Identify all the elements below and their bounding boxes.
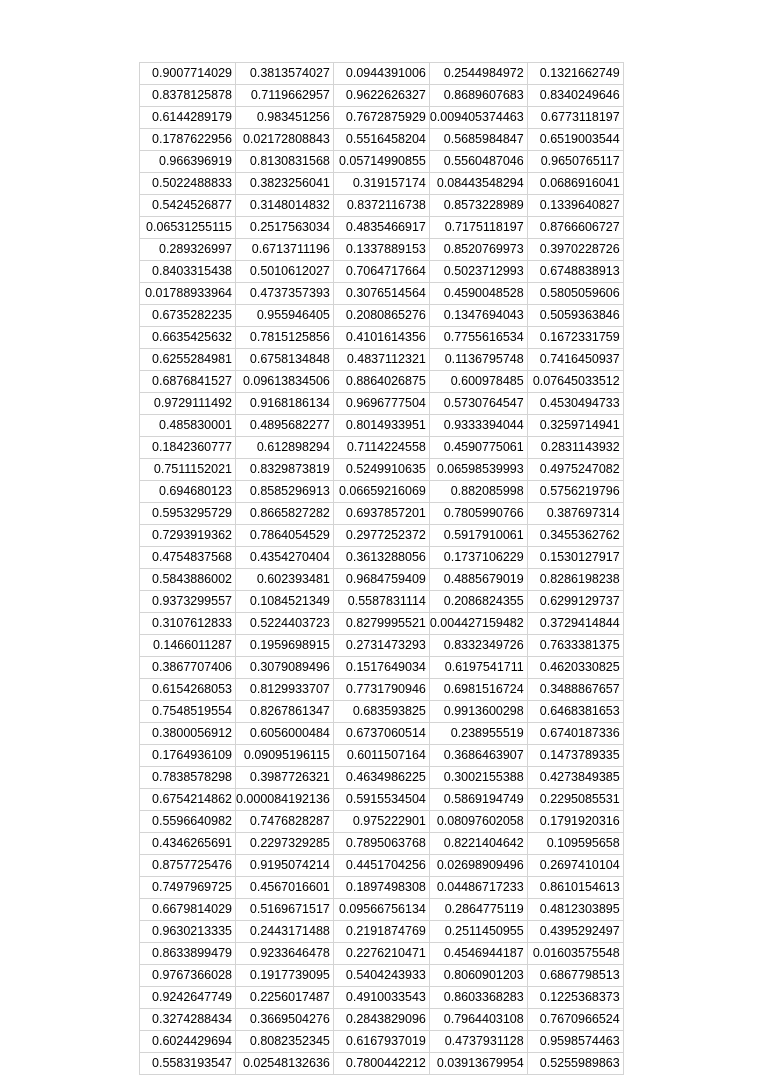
table-cell[interactable]: 0.3002155388 (429, 767, 527, 789)
data-table-body (140, 63, 624, 1075)
table-cell[interactable]: 0.966396919 (140, 151, 236, 173)
table-cell[interactable]: 0.8221404642 (429, 833, 527, 855)
table-cell[interactable]: 0.7293919362 (140, 525, 236, 547)
table-row (140, 261, 624, 283)
table-cell[interactable]: 0.8060901203 (429, 965, 527, 987)
table-cell[interactable]: 0.1136795748 (429, 349, 527, 371)
table-cell[interactable]: 0.7805990766 (429, 503, 527, 525)
table-cell[interactable]: 0.09095196115 (236, 745, 334, 767)
table-cell[interactable]: 0.5917910061 (429, 525, 527, 547)
table-cell[interactable]: 0.3107612833 (140, 613, 236, 635)
table-cell[interactable]: 0.8378125878 (140, 85, 236, 107)
table-row (140, 349, 624, 371)
table-row (140, 965, 624, 987)
table-cell[interactable]: 0.1337889153 (333, 239, 429, 261)
table-cell[interactable]: 0.6754214862 (140, 789, 236, 811)
table-cell[interactable]: 0.01603575548 (527, 943, 623, 965)
table-cell[interactable]: 0.8267861347 (236, 701, 334, 723)
table-cell[interactable]: 0.4885679019 (429, 569, 527, 591)
table-cell[interactable]: 0.4354270404 (236, 547, 334, 569)
table-row (140, 63, 624, 85)
table-cell[interactable]: 0.4590048528 (429, 283, 527, 305)
table-row (140, 217, 624, 239)
table-cell[interactable]: 0.1897498308 (333, 877, 429, 899)
table-cell[interactable]: 0.7119662957 (236, 85, 334, 107)
table-cell[interactable]: 0.6154268053 (140, 679, 236, 701)
table-row (140, 613, 624, 635)
table-cell[interactable]: 0.5224403723 (236, 613, 334, 635)
table-cell[interactable]: 0.5560487046 (429, 151, 527, 173)
table-cell[interactable]: 0.4590775061 (429, 437, 527, 459)
table-cell[interactable]: 0.9696777504 (333, 393, 429, 415)
table-cell[interactable]: 0.2831143932 (527, 437, 623, 459)
table-cell[interactable]: 0.6876841527 (140, 371, 236, 393)
table-cell[interactable]: 0.3686463907 (429, 745, 527, 767)
table-cell[interactable]: 0.7175118197 (429, 217, 527, 239)
table-cell[interactable]: 0.5685984847 (429, 129, 527, 151)
table-row (140, 811, 624, 833)
table-cell[interactable]: 0.5010612027 (236, 261, 334, 283)
table-cell[interactable]: 0.3259714941 (527, 415, 623, 437)
table-cell[interactable]: 0.6056000484 (236, 723, 334, 745)
table-cell[interactable]: 0.3729414844 (527, 613, 623, 635)
table-row (140, 305, 624, 327)
table-row (140, 85, 624, 107)
table-cell[interactable]: 0.5169671517 (236, 899, 334, 921)
table-cell[interactable]: 0.8689607683 (429, 85, 527, 107)
table-cell[interactable]: 0.5424526877 (140, 195, 236, 217)
table-row (140, 151, 624, 173)
table-cell[interactable]: 0.5915534504 (333, 789, 429, 811)
table-cell[interactable]: 0.2517563034 (236, 217, 334, 239)
table-cell[interactable]: 0.5953295729 (140, 503, 236, 525)
table-cell[interactable]: 0.8329873819 (236, 459, 334, 481)
table-row (140, 239, 624, 261)
table-row (140, 503, 624, 525)
table-row (140, 459, 624, 481)
table-cell[interactable]: 0.9767366028 (140, 965, 236, 987)
table-cell[interactable]: 0.8603368283 (429, 987, 527, 1009)
table-row (140, 943, 624, 965)
table-cell[interactable]: 0.7511152021 (140, 459, 236, 481)
table-cell[interactable]: 0.4451704256 (333, 855, 429, 877)
table-cell[interactable]: 0.1339640827 (527, 195, 623, 217)
table-cell[interactable]: 0.5022488833 (140, 173, 236, 195)
table-cell[interactable]: 0.0686916041 (527, 173, 623, 195)
table-cell[interactable]: 0.6144289179 (140, 107, 236, 129)
table-cell[interactable]: 0.5583193547 (140, 1053, 236, 1075)
table-cell[interactable]: 0.4346265691 (140, 833, 236, 855)
table-row (140, 921, 624, 943)
table-cell[interactable]: 0.8610154613 (527, 877, 623, 899)
table-cell[interactable]: 0.7064717664 (333, 261, 429, 283)
table-cell[interactable]: 0.4737357393 (236, 283, 334, 305)
table-cell[interactable]: 0.6937857201 (333, 503, 429, 525)
table-row (140, 393, 624, 415)
table-row (140, 569, 624, 591)
table-cell[interactable]: 0.1787622956 (140, 129, 236, 151)
table-cell[interactable]: 0.4910033543 (333, 987, 429, 1009)
table-cell[interactable]: 0.6167937019 (333, 1031, 429, 1053)
table-cell[interactable]: 0.5805059606 (527, 283, 623, 305)
table-cell[interactable]: 0.8520769973 (429, 239, 527, 261)
table-cell[interactable]: 0.5249910635 (333, 459, 429, 481)
table-cell[interactable]: 0.9373299557 (140, 591, 236, 613)
table-cell[interactable]: 0.1842360777 (140, 437, 236, 459)
table-cell[interactable]: 0.1466011287 (140, 635, 236, 657)
table-cell[interactable]: 0.7864054529 (236, 525, 334, 547)
table-cell[interactable]: 0.983451256 (236, 107, 334, 129)
table-cell[interactable]: 0.6255284981 (140, 349, 236, 371)
table-row (140, 855, 624, 877)
table-cell[interactable]: 0.7800442212 (333, 1053, 429, 1075)
table-cell[interactable]: 0.6679814029 (140, 899, 236, 921)
table-cell[interactable]: 0.1791920316 (527, 811, 623, 833)
table-cell[interactable]: 0.6635425632 (140, 327, 236, 349)
table-cell[interactable]: 0.387697314 (527, 503, 623, 525)
table-cell[interactable]: 0.2511450955 (429, 921, 527, 943)
table-cell[interactable]: 0.8130831568 (236, 151, 334, 173)
table-cell[interactable]: 0.7497969725 (140, 877, 236, 899)
table-cell[interactable]: 0.7476828287 (236, 811, 334, 833)
table-cell[interactable]: 0.2977252372 (333, 525, 429, 547)
table-cell[interactable]: 0.4754837568 (140, 547, 236, 569)
table-cell[interactable]: 0.3813574027 (236, 63, 334, 85)
table-cell[interactable]: 0.8757725476 (140, 855, 236, 877)
table-cell[interactable]: 0.3488867657 (527, 679, 623, 701)
table-cell[interactable]: 0.4975247082 (527, 459, 623, 481)
table-cell[interactable]: 0.9195074214 (236, 855, 334, 877)
table-cell[interactable]: 0.8766606727 (527, 217, 623, 239)
table-row (140, 877, 624, 899)
table-row (140, 987, 624, 1009)
table-cell[interactable]: 0.004427159482 (429, 613, 527, 635)
table-cell[interactable]: 0.02172808843 (236, 129, 334, 151)
table-cell[interactable]: 0.6468381653 (527, 701, 623, 723)
table-cell[interactable]: 0.6713711196 (236, 239, 334, 261)
table-row (140, 635, 624, 657)
table-row (140, 437, 624, 459)
table-cell[interactable]: 0.7633381375 (527, 635, 623, 657)
table-cell[interactable]: 0.1473789335 (527, 745, 623, 767)
table-cell[interactable]: 0.7548519554 (140, 701, 236, 723)
table-cell[interactable]: 0.4835466917 (333, 217, 429, 239)
table-cell[interactable]: 0.6011507164 (333, 745, 429, 767)
table-cell[interactable]: 0.2697410104 (527, 855, 623, 877)
table-cell[interactable]: 0.955946405 (236, 305, 334, 327)
table-row (140, 789, 624, 811)
table-cell[interactable]: 0.3455362762 (527, 525, 623, 547)
table-cell[interactable]: 0.8864026875 (333, 371, 429, 393)
table-cell[interactable]: 0.2544984972 (429, 63, 527, 85)
table-cell[interactable]: 0.8082352345 (236, 1031, 334, 1053)
table-cell[interactable]: 0.8340249646 (527, 85, 623, 107)
table-cell[interactable]: 0.1321662749 (527, 63, 623, 85)
table-cell[interactable]: 0.6519003544 (527, 129, 623, 151)
table-row (140, 1053, 624, 1075)
table-cell[interactable]: 0.03913679954 (429, 1053, 527, 1075)
table-cell[interactable]: 0.009405374463 (429, 107, 527, 129)
table-cell[interactable]: 0.04486717233 (429, 877, 527, 899)
table-cell[interactable]: 0.6981516724 (429, 679, 527, 701)
table-cell[interactable]: 0.975222901 (333, 811, 429, 833)
table-cell[interactable]: 0.6735282235 (140, 305, 236, 327)
table-cell[interactable]: 0.2080865276 (333, 305, 429, 327)
table-cell[interactable]: 0.05714990855 (333, 151, 429, 173)
table-cell[interactable]: 0.3148014832 (236, 195, 334, 217)
table-cell[interactable]: 0.5843886002 (140, 569, 236, 591)
table-cell[interactable]: 0.2297329285 (236, 833, 334, 855)
table-cell[interactable]: 0.8332349726 (429, 635, 527, 657)
table-cell[interactable]: 0.8372116738 (333, 195, 429, 217)
table-cell[interactable]: 0.2276210471 (333, 943, 429, 965)
table-cell[interactable]: 0.9622626327 (333, 85, 429, 107)
table-cell[interactable]: 0.612898294 (236, 437, 334, 459)
table-cell[interactable]: 0.3970228726 (527, 239, 623, 261)
table-cell[interactable]: 0.09566756134 (333, 899, 429, 921)
table-cell[interactable]: 0.5023712993 (429, 261, 527, 283)
table-cell[interactable]: 0.4273849385 (527, 767, 623, 789)
table-cell[interactable]: 0.0944391006 (333, 63, 429, 85)
table-cell[interactable]: 0.4546944187 (429, 943, 527, 965)
table-cell[interactable]: 0.8633899479 (140, 943, 236, 965)
table-cell[interactable]: 0.06598539993 (429, 459, 527, 481)
data-table (139, 62, 624, 1075)
table-cell[interactable]: 0.9729111492 (140, 393, 236, 415)
table-cell[interactable]: 0.8585296913 (236, 481, 334, 503)
table-row (140, 833, 624, 855)
table-cell[interactable]: 0.6773118197 (527, 107, 623, 129)
table-cell[interactable]: 0.9233646478 (236, 943, 334, 965)
table-cell[interactable]: 0.2731473293 (333, 635, 429, 657)
table-cell[interactable]: 0.6740187336 (527, 723, 623, 745)
table-cell[interactable]: 0.319157174 (333, 173, 429, 195)
table-cell[interactable]: 0.5869194749 (429, 789, 527, 811)
table-cell[interactable]: 0.1530127917 (527, 547, 623, 569)
table-cell[interactable]: 0.9630213335 (140, 921, 236, 943)
table-cell[interactable]: 0.1084521349 (236, 591, 334, 613)
table-cell[interactable]: 0.09613834506 (236, 371, 334, 393)
table-cell[interactable]: 0.7731790946 (333, 679, 429, 701)
table-cell[interactable]: 0.8665827282 (236, 503, 334, 525)
table-cell[interactable]: 0.6748838913 (527, 261, 623, 283)
table-cell[interactable]: 0.109595658 (527, 833, 623, 855)
table-cell[interactable]: 0.06531255115 (140, 217, 236, 239)
table-row (140, 107, 624, 129)
table-cell[interactable]: 0.3823256041 (236, 173, 334, 195)
table-cell[interactable]: 0.602393481 (236, 569, 334, 591)
table-row (140, 1031, 624, 1053)
table-row (140, 327, 624, 349)
table-cell[interactable]: 0.8573228989 (429, 195, 527, 217)
table-cell[interactable]: 0.2443171488 (236, 921, 334, 943)
table-row (140, 767, 624, 789)
table-cell[interactable]: 0.4395292497 (527, 921, 623, 943)
table-row (140, 481, 624, 503)
table-cell[interactable]: 0.3079089496 (236, 657, 334, 679)
table-cell[interactable]: 0.06659216069 (333, 481, 429, 503)
table-cell[interactable]: 0.485830001 (140, 415, 236, 437)
table-cell[interactable]: 0.600978485 (429, 371, 527, 393)
table-cell[interactable]: 0.3613288056 (333, 547, 429, 569)
table-cell[interactable]: 0.02548132636 (236, 1053, 334, 1075)
table-cell[interactable]: 0.8129933707 (236, 679, 334, 701)
table-cell[interactable]: 0.7895063768 (333, 833, 429, 855)
table-cell[interactable]: 0.7672875929 (333, 107, 429, 129)
table-cell[interactable]: 0.9650765117 (527, 151, 623, 173)
table-cell[interactable]: 0.7815125856 (236, 327, 334, 349)
table-cell[interactable]: 0.01788933964 (140, 283, 236, 305)
table-cell[interactable]: 0.4837112321 (333, 349, 429, 371)
table-cell[interactable]: 0.2295085531 (527, 789, 623, 811)
table-cell[interactable]: 0.683593825 (333, 701, 429, 723)
table-cell[interactable]: 0.8403315438 (140, 261, 236, 283)
table-cell[interactable]: 0.1917739095 (236, 965, 334, 987)
table-cell[interactable]: 0.8279995521 (333, 613, 429, 635)
table-cell[interactable]: 0.07645033512 (527, 371, 623, 393)
table-cell[interactable]: 0.6867798513 (527, 965, 623, 987)
table-cell[interactable]: 0.2256017487 (236, 987, 334, 1009)
table-row (140, 415, 624, 437)
table-cell[interactable]: 0.9007714029 (140, 63, 236, 85)
table-cell[interactable]: 0.6758134848 (236, 349, 334, 371)
table-cell[interactable]: 0.5404243933 (333, 965, 429, 987)
table-cell[interactable]: 0.694680123 (140, 481, 236, 503)
table-cell[interactable]: 0.3987726321 (236, 767, 334, 789)
table-cell[interactable]: 0.8286198238 (527, 569, 623, 591)
table-cell[interactable]: 0.3800056912 (140, 723, 236, 745)
table-cell[interactable]: 0.4737931128 (429, 1031, 527, 1053)
table-cell[interactable]: 0.3867707406 (140, 657, 236, 679)
table-cell[interactable]: 0.7964403108 (429, 1009, 527, 1031)
table-cell[interactable]: 0.000084192136 (236, 789, 334, 811)
table-cell[interactable]: 0.289326997 (140, 239, 236, 261)
table-cell[interactable]: 0.7416450937 (527, 349, 623, 371)
table-cell[interactable]: 0.5255989863 (527, 1053, 623, 1075)
table-cell[interactable]: 0.7670966524 (527, 1009, 623, 1031)
table-row (140, 745, 624, 767)
table-cell[interactable]: 0.3669504276 (236, 1009, 334, 1031)
table-cell[interactable]: 0.7755616534 (429, 327, 527, 349)
table-cell[interactable]: 0.5756219796 (527, 481, 623, 503)
table-cell[interactable]: 0.2086824355 (429, 591, 527, 613)
table-row (140, 591, 624, 613)
table-row (140, 1009, 624, 1031)
table-cell[interactable]: 0.08443548294 (429, 173, 527, 195)
table-cell[interactable]: 0.5516458204 (333, 129, 429, 151)
table-row (140, 701, 624, 723)
table-cell[interactable]: 0.8014933951 (333, 415, 429, 437)
table-cell[interactable]: 0.1347694043 (429, 305, 527, 327)
table-cell[interactable]: 0.2191874769 (333, 921, 429, 943)
table-cell[interactable]: 0.1517649034 (333, 657, 429, 679)
table-row (140, 679, 624, 701)
table-cell[interactable]: 0.1737106229 (429, 547, 527, 569)
table-cell[interactable]: 0.4812303895 (527, 899, 623, 921)
table-cell[interactable]: 0.5059363846 (527, 305, 623, 327)
table-cell[interactable]: 0.3076514564 (333, 283, 429, 305)
table-row (140, 723, 624, 745)
table-cell[interactable]: 0.5596640982 (140, 811, 236, 833)
table-row (140, 657, 624, 679)
table-cell[interactable]: 0.1764936109 (140, 745, 236, 767)
table-cell[interactable]: 0.4567016601 (236, 877, 334, 899)
table-cell[interactable]: 0.1672331759 (527, 327, 623, 349)
table-cell[interactable]: 0.4101614356 (333, 327, 429, 349)
table-cell[interactable]: 0.882085998 (429, 481, 527, 503)
table-cell[interactable]: 0.9598574463 (527, 1031, 623, 1053)
table-cell[interactable]: 0.2864775119 (429, 899, 527, 921)
table-cell[interactable]: 0.3274288434 (140, 1009, 236, 1031)
table-cell[interactable]: 0.4530494733 (527, 393, 623, 415)
table-row (140, 899, 624, 921)
table-row (140, 525, 624, 547)
table-row (140, 129, 624, 151)
table-cell[interactable]: 0.6024429694 (140, 1031, 236, 1053)
table-cell[interactable]: 0.9333394044 (429, 415, 527, 437)
table-cell[interactable]: 0.9913600298 (429, 701, 527, 723)
table-row (140, 195, 624, 217)
table-cell[interactable]: 0.02698909496 (429, 855, 527, 877)
table-cell[interactable]: 0.238955519 (429, 723, 527, 745)
table-cell[interactable]: 0.4620330825 (527, 657, 623, 679)
table-cell[interactable]: 0.6737060514 (333, 723, 429, 745)
table-cell[interactable]: 0.7114224558 (333, 437, 429, 459)
table-cell[interactable]: 0.4895682277 (236, 415, 334, 437)
table-cell[interactable]: 0.5730764547 (429, 393, 527, 415)
table-cell[interactable]: 0.9168186134 (236, 393, 334, 415)
table-cell[interactable]: 0.6299129737 (527, 591, 623, 613)
table-row (140, 371, 624, 393)
table-cell[interactable]: 0.08097602058 (429, 811, 527, 833)
table-cell[interactable]: 0.9242647749 (140, 987, 236, 1009)
table-row (140, 283, 624, 305)
table-cell[interactable]: 0.1225368373 (527, 987, 623, 1009)
table-row (140, 173, 624, 195)
table-cell[interactable]: 0.1959698915 (236, 635, 334, 657)
table-cell[interactable]: 0.4634986225 (333, 767, 429, 789)
table-row (140, 547, 624, 569)
table-cell[interactable]: 0.5587831114 (333, 591, 429, 613)
table-cell[interactable]: 0.9684759409 (333, 569, 429, 591)
table-cell[interactable]: 0.7838578298 (140, 767, 236, 789)
table-cell[interactable]: 0.2843829096 (333, 1009, 429, 1031)
table-cell[interactable]: 0.6197541711 (429, 657, 527, 679)
